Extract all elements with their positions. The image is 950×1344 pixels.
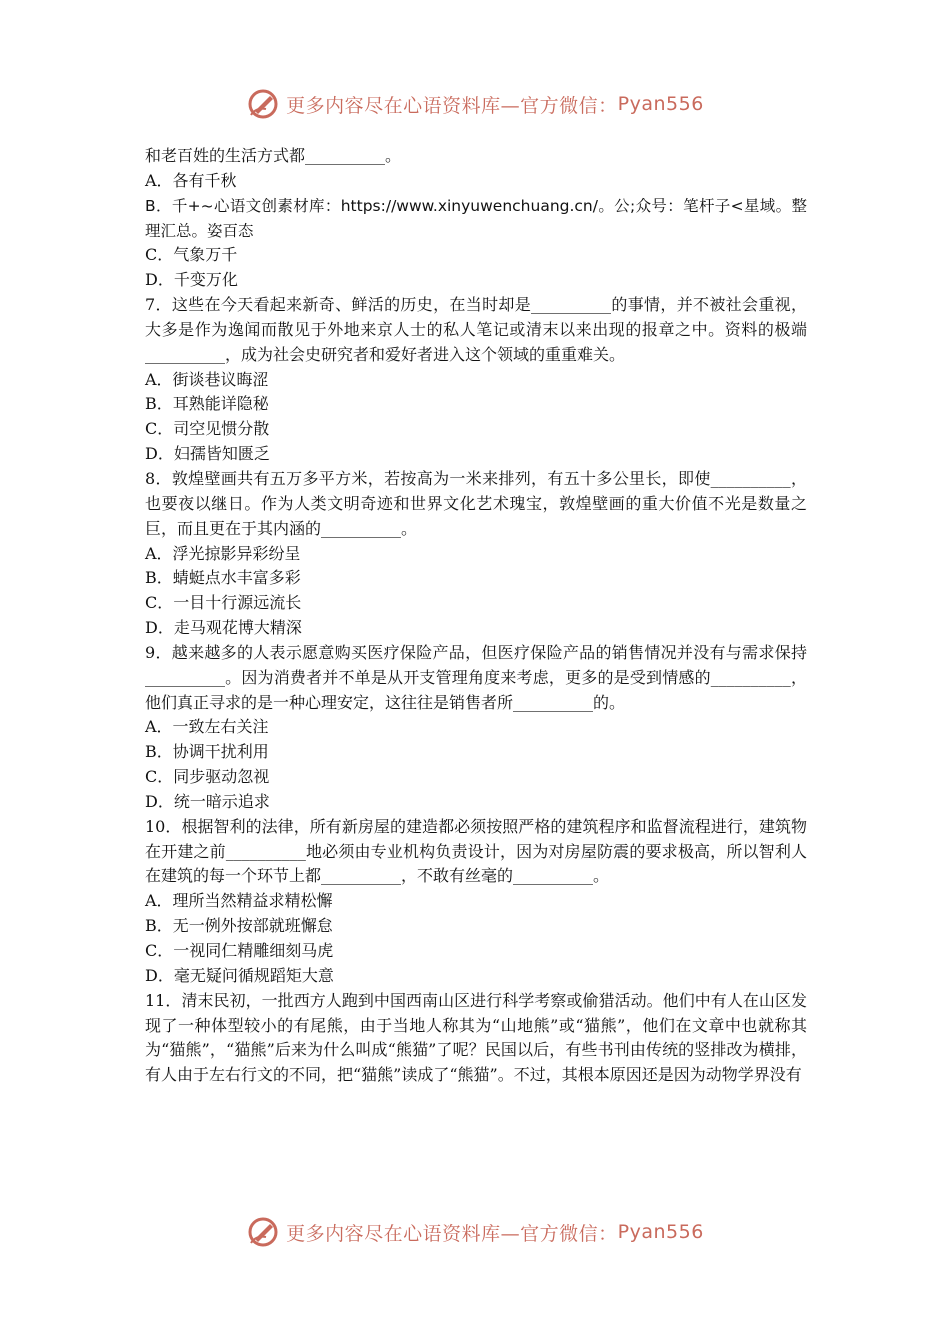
question-7: 7．这些在今天看起来新奇、鲜活的历史，在当时却是__________的事情，并不被社会重视，大多是作为逸闻而散见于外地来京人士的私人笔记或清末以来出现的报章之中。资料的极端__________，成为社会史研究者和爱好者进入这个领域的重重难关。 xyxy=(145,295,807,364)
option-line: D．毫无疑问循规蹈矩大意 xyxy=(145,965,334,985)
banner-text: 更多内容尽在心语资料库—官方微信： xyxy=(286,94,618,117)
banner-wechat-id: Pyan556 xyxy=(617,1221,704,1243)
pen-swirl-logo-icon xyxy=(246,1215,280,1249)
option-line: C．气象万千 xyxy=(145,245,238,265)
option-line-with-ad: B．千+~心语文创素材库：https://www.xinyuwenchuang.cn/。公;众号：笔杆子<星域。整理汇总。姿百态 xyxy=(145,196,807,240)
banner-wechat-id: Pyan556 xyxy=(617,93,704,115)
option-line: B．蜻蜓点水丰富多彩 xyxy=(145,568,301,588)
option-line: D．妇孺皆知匮乏 xyxy=(145,444,270,464)
question-10: 10．根据智利的法律，所有新房屋的建造都必须按照严格的建筑程序和监督流程进行，建筑物在开建之前__________地必须由专业机构负责设计，因为对房屋防震的要求极高，所以智利人在建筑的每一个环节上都__________，不敢有丝毫的__________。 xyxy=(145,816,807,886)
option-line: B．耳熟能详隐秘 xyxy=(145,394,269,414)
option-line: A．浮光掠影异彩纷呈 xyxy=(145,543,301,563)
option-line: D．走马观花博大精深 xyxy=(145,618,302,638)
option-line: A．各有千秋 xyxy=(145,170,237,190)
banner-text: 更多内容尽在心语资料库—官方微信： xyxy=(286,1222,618,1245)
pen-swirl-logo-icon xyxy=(246,87,280,121)
option-line: C．一目十行源远流长 xyxy=(145,593,302,613)
option-line: A．理所当然精益求精松懈 xyxy=(145,891,333,911)
text-line: 和老百姓的生活方式都__________。 xyxy=(145,146,402,165)
option-line: C．同步驱动忽视 xyxy=(145,767,270,787)
option-line: A．街谈巷议晦涩 xyxy=(145,369,269,389)
option-line: C．司空见惯分散 xyxy=(145,419,270,439)
header-watermark-banner xyxy=(0,84,950,124)
document-body xyxy=(145,144,807,1088)
option-line: A．一致左右关注 xyxy=(145,717,269,737)
option-line: D．千变万化 xyxy=(145,270,238,290)
footer-watermark-banner xyxy=(0,1212,950,1252)
option-line: B．无一例外按部就班懈怠 xyxy=(145,916,333,936)
question-9: 9．越来越多的人表示愿意购买医疗保险产品，但医疗保险产品的销售情况并没有与需求保持__________。因为消费者并不单是从开支管理角度来考虑，更多的是受到情感的__________，他们真正寻求的是一种心理安定，这往往是销售者所__________的。 xyxy=(145,642,807,712)
question-11: 11．清末民初，一批西方人跑到中国西南山区进行科学考察或偷猎活动。他们中有人在山区发现了一种体型较小的有尾熊，由于当地人称其为“山地熊”或“猫熊”，他们在文章中也就称其为“猫熊”，“猫熊”后来为什么叫成“熊猫”了呢？民国以后，有些书刊由传统的竖排改为横排，有人由于左右行文的不同，把“猫熊”读成了“熊猫”。不过，其根本原因还是因为动物学界没有 xyxy=(145,990,807,1085)
option-line: D．统一暗示追求 xyxy=(145,791,270,811)
option-line: B．协调干扰利用 xyxy=(145,742,269,762)
question-8: 8．敦煌壁画共有五万多平方米，若按高为一米来排列，有五十多公里长，即使__________，也要夜以继日。作为人类文明奇迹和世界文化艺术瑰宝，敦煌壁画的重大价值不光是数量之巨，而且更在于其内涵的__________。 xyxy=(145,468,807,538)
option-line: C．一视同仁精雕细刻马虎 xyxy=(145,941,334,960)
